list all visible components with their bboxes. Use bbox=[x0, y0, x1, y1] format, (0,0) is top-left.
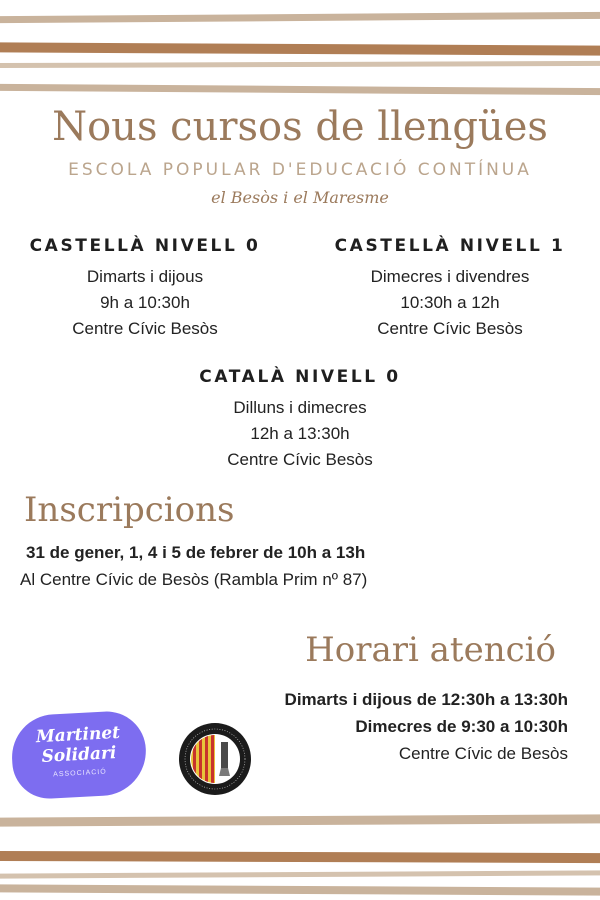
logo-line-1: Martinet bbox=[35, 722, 121, 748]
course-title: CATALÀ NIVELL 0 bbox=[199, 367, 401, 387]
top-stripe-1 bbox=[0, 12, 600, 23]
attention-line-3: Centre Cívic de Besòs bbox=[398, 744, 568, 763]
course-castella-0 bbox=[10, 236, 280, 342]
inscriptions-dates: 31 de gener, 1, 4 i 5 de febrer de 10h a 13h bbox=[26, 543, 366, 562]
course-hours: 9h a 10:30h bbox=[100, 293, 190, 312]
course-title: CASTELLÀ NIVELL 1 bbox=[334, 236, 566, 256]
logo-line-3: ASSOCIACIÓ bbox=[53, 768, 107, 779]
inscriptions-heading: Inscripcions bbox=[24, 490, 235, 530]
course-hours: 12h a 13:30h bbox=[250, 424, 350, 443]
top-stripe-4 bbox=[0, 84, 600, 95]
bottom-stripe-1 bbox=[0, 814, 600, 826]
page-title: Nous cursos de llengües bbox=[52, 104, 548, 150]
tagline: el Besòs i el Maresme bbox=[211, 188, 389, 207]
attention-line-2: Dimecres de 9:30 a 10:30h bbox=[355, 717, 568, 736]
bottom-stripe-3 bbox=[0, 870, 600, 878]
top-stripe-3 bbox=[0, 61, 600, 68]
course-days: Dimarts i dijous bbox=[86, 267, 204, 286]
neighbourhood-association-seal bbox=[178, 722, 252, 796]
course-days: Dimecres i divendres bbox=[370, 267, 530, 286]
bottom-stripe-4 bbox=[0, 884, 600, 895]
attention-line-1: Dimarts i dijous de 12:30h a 13:30h bbox=[284, 690, 568, 709]
course-days: Dilluns i dimecres bbox=[233, 398, 367, 417]
school-subtitle: ESCOLA POPULAR D'EDUCACIÓ CONTÍNUA bbox=[68, 160, 532, 180]
top-stripe-2 bbox=[0, 42, 600, 55]
martinet-solidari-logo bbox=[10, 710, 148, 801]
logo-line-2: Solidari bbox=[41, 743, 117, 767]
course-castella-1 bbox=[310, 236, 590, 342]
course-place: Centre Cívic Besòs bbox=[72, 319, 218, 338]
course-place: Centre Cívic Besòs bbox=[227, 450, 373, 469]
bottom-stripe-2 bbox=[0, 851, 600, 863]
course-hours: 10:30h a 12h bbox=[400, 293, 500, 312]
course-title: CASTELLÀ NIVELL 0 bbox=[29, 236, 261, 256]
course-place: Centre Cívic Besòs bbox=[377, 319, 523, 338]
inscriptions-place: Al Centre Cívic de Besòs (Rambla Prim nº 87) bbox=[20, 570, 368, 589]
course-catala-0 bbox=[150, 367, 450, 473]
attention-heading: Horari atenció bbox=[305, 630, 556, 670]
